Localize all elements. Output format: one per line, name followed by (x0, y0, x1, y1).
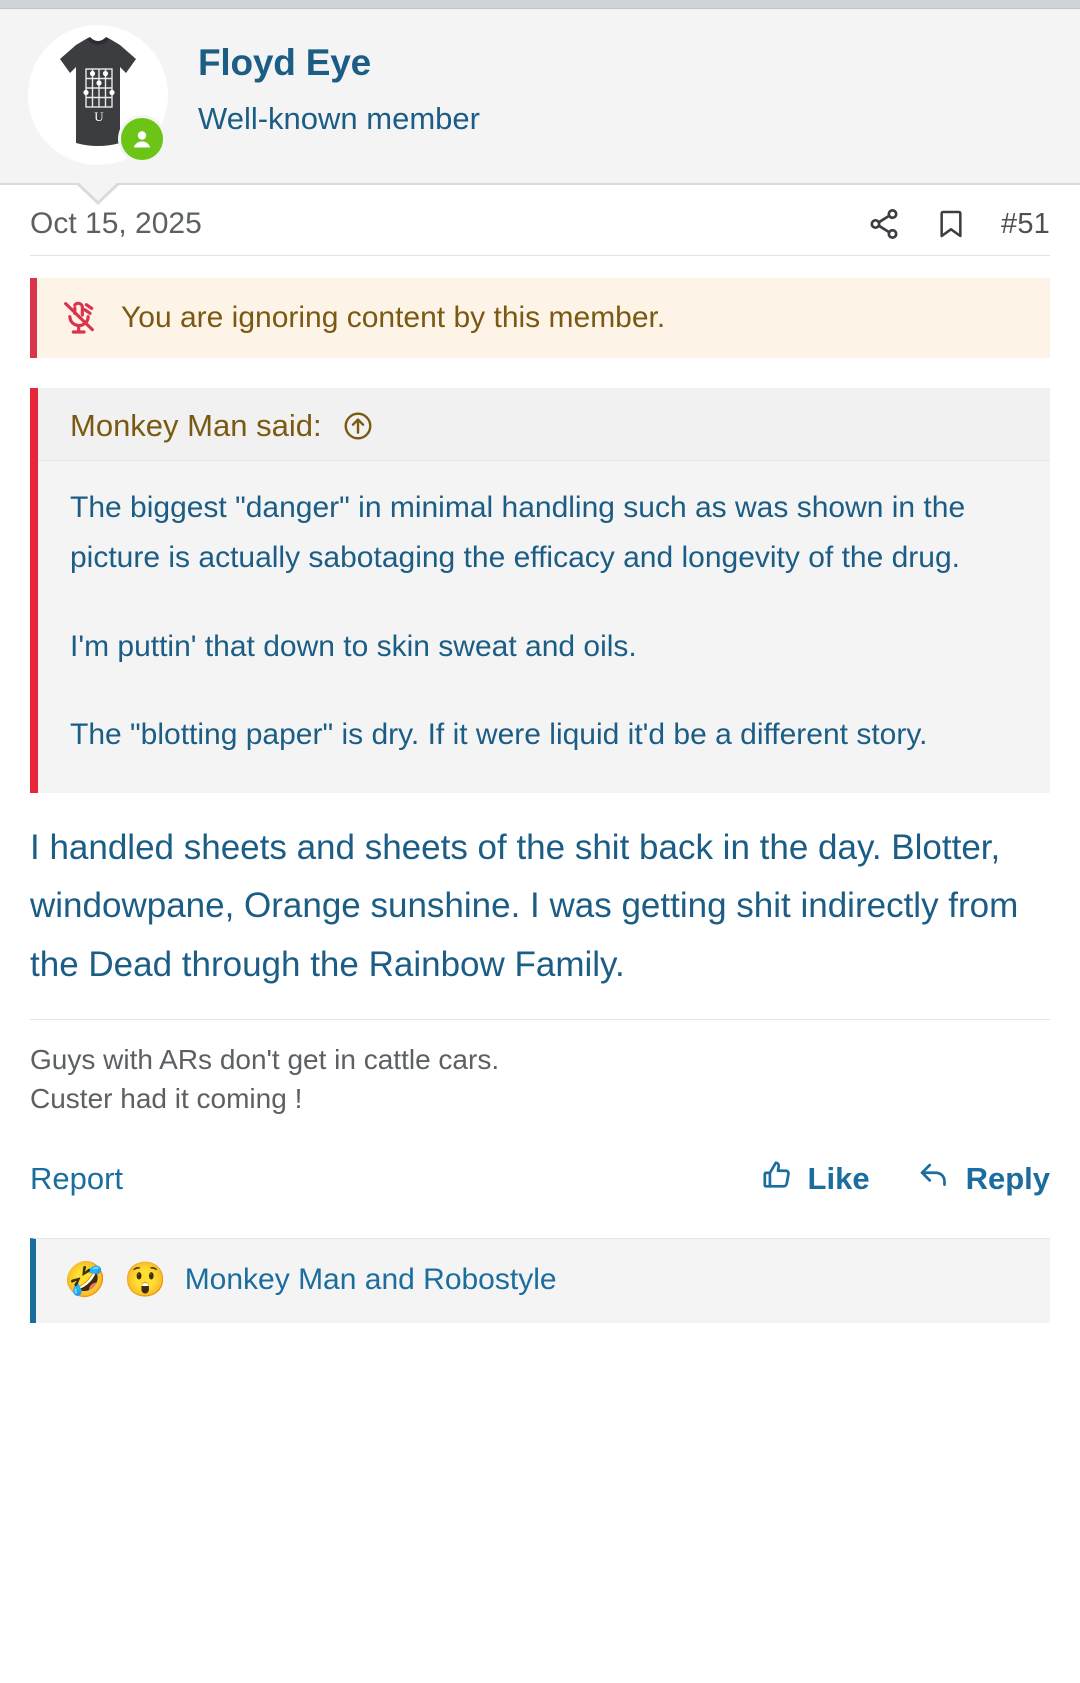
post-body (0, 185, 1080, 1228)
post-actions (30, 1118, 1050, 1228)
user-title: Well-known member (198, 100, 480, 136)
signature-line: Custer had it coming ! (30, 1083, 303, 1115)
bookmark-icon[interactable] (935, 207, 967, 241)
signature-line: Guys with ARs don't get in cattle cars. (30, 1043, 500, 1075)
reply-arrow-icon (916, 1158, 952, 1200)
post-meta-actions (867, 207, 1050, 241)
quote-attribution-row (38, 388, 1050, 461)
post-user-header (0, 9, 1080, 185)
user-online-icon (118, 115, 166, 163)
like-label: Like (807, 1161, 870, 1197)
post-message: I handled sheets and sheets of the shit back in the day. Blotter, windowpane, Orange sunshine. I was getting shit indirectly from the Dead through the Rainbow Family. (30, 827, 1019, 985)
reaction-emoji-rofl: 🤣 (64, 1261, 107, 1300)
quote-paragraph: The "blotting paper" is dry. If it were liquid it'd be a different story. (70, 718, 928, 752)
thumbs-up-icon (760, 1158, 794, 1200)
reply-button[interactable] (916, 1158, 1050, 1200)
jump-to-post-arrow-icon[interactable] (342, 410, 374, 442)
share-icon[interactable] (867, 207, 901, 241)
quote-block (30, 388, 1050, 793)
post-meta-row (30, 185, 1050, 256)
reply-label: Reply (965, 1161, 1050, 1197)
reaction-names[interactable]: Monkey Man and Robostyle (184, 1263, 557, 1297)
user-signature (30, 1019, 1050, 1118)
user-row (0, 25, 1080, 165)
report-button[interactable]: Report (30, 1161, 124, 1197)
quote-author[interactable]: Monkey Man said: (70, 408, 322, 443)
post-number[interactable]: #51 (1001, 207, 1050, 240)
username-link[interactable]: Floyd Eye (198, 42, 371, 83)
post-actions-right (760, 1158, 1050, 1200)
ignore-notice-text: You are ignoring content by this member. (121, 301, 666, 334)
muted-member-icon (59, 298, 99, 338)
avatar-wrap[interactable] (28, 25, 168, 165)
header-pointer (78, 182, 118, 201)
ignore-notice (30, 278, 1050, 358)
reaction-emoji-astonished: 😲 (124, 1261, 167, 1300)
quote-paragraph: I'm puttin' that down to skin sweat and oils. (70, 629, 637, 663)
user-meta (168, 25, 480, 136)
post-date[interactable]: Oct 15, 2025 (30, 207, 202, 240)
svg-text:U: U (94, 109, 104, 124)
quote-text (38, 461, 1050, 793)
like-button[interactable] (760, 1158, 870, 1200)
window-edge-strip (0, 0, 1080, 9)
reactions-bar[interactable] (30, 1238, 1050, 1323)
quote-paragraph: The biggest "danger" in minimal handling such as was shown in the picture is actually sabotaging the efficacy and longevity of the drug. (70, 491, 966, 575)
